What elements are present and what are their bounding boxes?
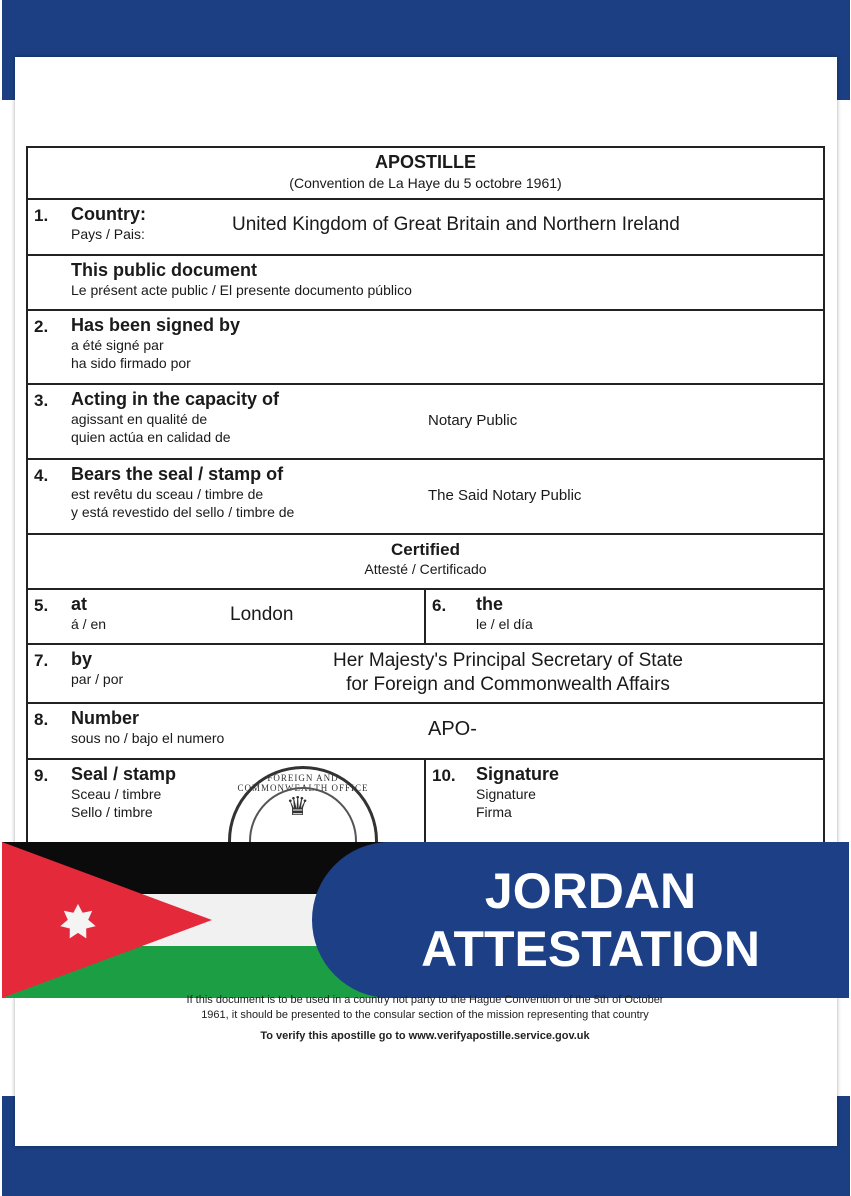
seal-of-value: The Said Notary Public — [428, 487, 582, 504]
field-by: 7. by par / por Her Majesty's Principal Secretary of State for Foreign and Commonwealth Affairs — [28, 645, 823, 704]
field-number: 1. — [34, 206, 49, 225]
country-value: United Kingdom of Great Britain and Northern Ireland — [232, 214, 680, 235]
field-label: Has been signed by a été signé par ha sido firmado por — [71, 315, 241, 371]
field-country — [28, 200, 823, 256]
certified-header — [28, 535, 823, 590]
field-number: 8. Number sous no / bajo el numero APO- — [28, 704, 823, 760]
field-the-date: 6. the le / el día — [424, 590, 823, 643]
apostille-number-value: APO- — [428, 718, 477, 740]
field-label: Bears the seal / stamp of est revêtu du sceau / timbre de y está revestido del sello / timbre de — [71, 464, 295, 520]
apostille-header — [28, 148, 823, 200]
field-place-date — [28, 590, 823, 645]
field-label: Country: Pays / Pais: — [71, 204, 146, 242]
field-public-document — [28, 256, 823, 311]
field-at: 5. at á / en London — [34, 594, 294, 632]
field-number: 4. — [34, 466, 49, 485]
field-number: 2. — [34, 317, 49, 336]
jordan-attestation-banner: JORDAN ATTESTATION — [312, 842, 849, 998]
footer-note: If this document is to be used in a country not party to the Hague Convention of the 5th of October 1961, it should be presented to the consular section of the mission representing that country — [186, 994, 664, 1021]
capacity-value: Notary Public — [428, 412, 518, 429]
document-subtitle: (Convention de La Haye du 5 octobre 1961) — [289, 175, 562, 191]
certified-title: Certified — [391, 540, 460, 559]
authority-value: Her Majesty's Principal Secretary of State for Foreign and Commonwealth Affairs — [333, 650, 683, 695]
field-signature: 10. Signature Signature Firma — [424, 760, 823, 850]
certified-subtitle: Attesté / Certificado — [364, 561, 487, 577]
field-seal-signature — [28, 760, 823, 850]
field-signed-by — [28, 311, 823, 385]
apostille-certificate — [26, 146, 825, 852]
field-label: This public document Le présent acte public / El presente documento público — [71, 260, 412, 298]
field-seal-of — [28, 460, 823, 535]
field-seal-stamp: 9. Seal / stamp Sceau / timbre Sello / timbre FOREIGN AND COMMONWEALTH OFFICE ♛ — [28, 760, 424, 850]
field-number: 3. — [34, 391, 49, 410]
place-value: London — [230, 604, 294, 625]
document-title: APOSTILLE — [374, 152, 476, 172]
verify-apostille-link: To verify this apostille go to www.verifyapostille.service.gov.uk — [260, 1030, 590, 1042]
field-capacity — [28, 385, 823, 460]
crown-icon: ♛ — [286, 791, 310, 821]
field-label: Acting in the capacity of agissant en qualité de quien actúa en calidad de — [71, 389, 280, 445]
official-seal-stamp: FOREIGN AND COMMONWEALTH OFFICE ♛ — [228, 766, 378, 850]
